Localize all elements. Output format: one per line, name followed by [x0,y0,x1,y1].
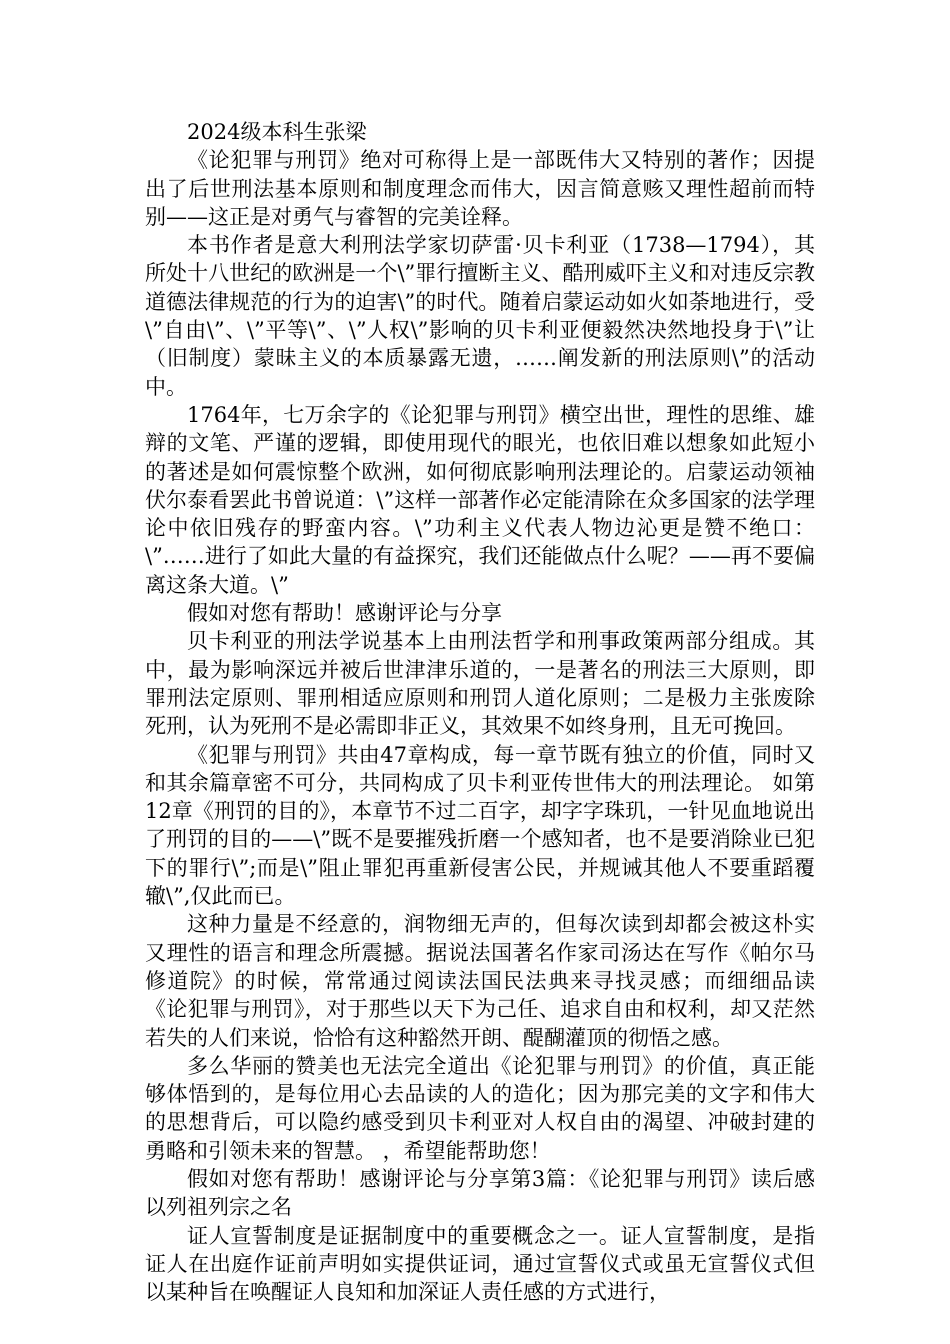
paragraph-author-background: 本书作者是意大利刑法学家切萨雷·贝卡利亚（1738—1794），其所处十八世纪的欧洲是一个\”罪行擅断主义、酷刑威吓主义和对违反宗教道德法律规范的行为的迫害\”的时代。随着启蒙运动如火如荼地进行，受\”自由\”、\”平等\”、\”人权\”影响的贝卡利亚便毅然决然地投身于\”让（旧制度）蒙昧主义的本质暴露无遗，……阐发新的刑法原则\”的活动中。 [145,233,815,399]
paragraph-witness-oath: 证人宣誓制度是证据制度中的重要概念之一。证人宣誓制度，是指证人在出庭作证前声明如实提供证词，通过宣誓仪式或虽无宣誓仪式但以某种旨在唤醒证人良知和加深证人责任感的方式进行， [145,1223,815,1305]
document-body [145,118,815,1306]
paragraph-chapters: 《犯罪与刑罚》共由47章构成，每一章节既有独立的价值，同时又和其余篇章密不可分，共同构成了贝卡利亚传世伟大的刑法理论。 如第12章《刑罚的目的》，本章节不过二百字，却字字珠玑，一针见血地说出了刑罚的目的——\”既不是要摧残折磨一个感知者，也不是要消除业已犯下的罪行\”;而是\”阻止罪犯再重新侵害公民，并规诫其他人不要重蹈覆辙\”,仅此而已。 [145,742,815,909]
paragraph-intro: 《论犯罪与刑罚》绝对可称得上是一部既伟大又特别的著作；因提出了后世刑法基本原则和制度理念而伟大，因言简意赅又理性超前而特别——这正是对勇气与睿智的完美诠释。 [145,148,815,229]
paragraph-theory: 贝卡利亚的刑法学说基本上由刑法哲学和刑事政策两部分组成。其中，最为影响深远并被后世津津乐道的，一是著名的刑法三大原则，即罪刑法定原则、罪刑相适应原则和刑罚人道化原则；二是极力主张废除死刑，认为死刑不是必需即非正义，其效果不如终身刑，且无可挽回。 [145,629,815,739]
thanks-line: 假如对您有帮助！感谢评论与分享 [187,601,502,626]
paragraph-praise: 多么华丽的赞美也无法完全道出《论犯罪与刑罚》的价值，真正能够体悟到的，是每位用心去品读的人的造化；因为那完美的文字和伟大的思想背后，可以隐约感受到贝卡利亚对人权自由的渴望、冲破封建的勇略和引领未来的智慧。 ，希望能帮助您！ [145,1053,815,1163]
paragraph-impact: 这种力量是不经意的，润物细无声的，但每次读到却都会被这朴实又理性的语言和理念所震撼。据说法国著名作家司汤达在写作《帕尔马修道院》的时候，常常通过阅读法国民法典来寻找灵感；而细细品读《论犯罪与刑罚》，对于那些以天下为己任、追求自由和权利，却又茫然若失的人们来说，恰恰有这种豁然开朗、醍醐灌顶的彻悟之感。 [145,912,815,1050]
author-line: 2024级本科生张梁 [187,120,367,144]
paragraph-publication: 1764年，七万余字的《论犯罪与刑罚》横空出世，理性的思维、雄辩的文笔、严谨的逻辑，即使用现代的眼光，也依旧难以想象如此短小的著述是如何震惊整个欧洲，如何彻底影响刑法理论的。启蒙运动领袖伏尔泰看罢此书曾说道：\”这样一部著作必定能清除在众多国家的法学理论中依旧残存的野蛮内容。\”功利主义代表人物边沁更是赞不绝口：\”……进行了如此大量的有益探究，我们还能做点什么呢？——再不要偏离这条大道。\” [145,402,815,597]
thanks-line-section-3: 假如对您有帮助！感谢评论与分享第3篇：《论犯罪与刑罚》读后感以列祖列宗之名 [145,1166,815,1220]
